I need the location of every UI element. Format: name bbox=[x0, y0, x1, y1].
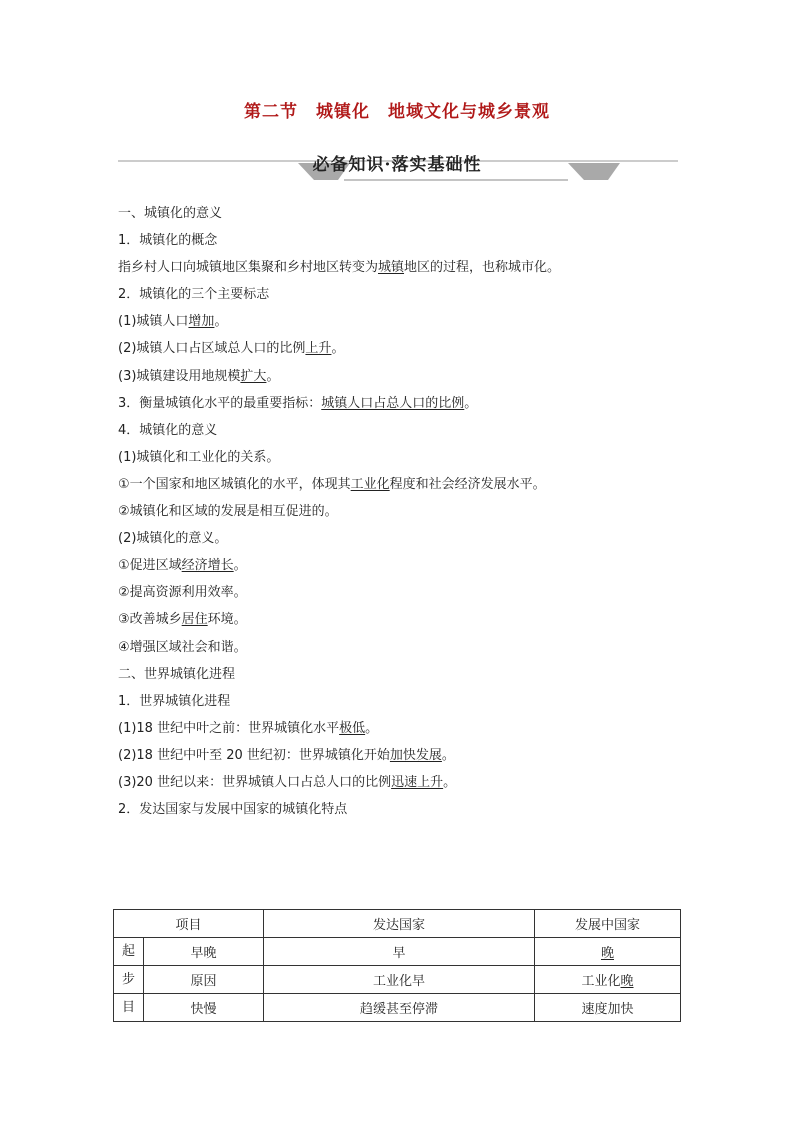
header-item: 项目 bbox=[114, 910, 264, 938]
text-segment: 。 bbox=[331, 341, 345, 357]
table-row bbox=[114, 994, 681, 1022]
underlined-answer: 城镇 bbox=[378, 260, 405, 276]
row-developed: 早 bbox=[264, 938, 535, 966]
text-segment: ②提高资源利用效率。 bbox=[118, 585, 247, 601]
group-label-cell: 步 bbox=[114, 966, 144, 994]
text-line bbox=[118, 308, 698, 335]
text-segment: (2)城镇化的意义。 bbox=[118, 531, 228, 547]
table-row bbox=[114, 938, 681, 966]
text-segment: 。 bbox=[464, 395, 478, 411]
text-segment: 。 bbox=[365, 720, 379, 736]
row-developing-prefix: 工业化 bbox=[581, 974, 621, 989]
text-segment: ①促进区域 bbox=[118, 558, 182, 574]
text-segment: 二、世界城镇化进程 bbox=[118, 666, 236, 682]
underlined-answer: 增加 bbox=[188, 314, 215, 330]
text-segment: ③改善城乡 bbox=[118, 612, 182, 628]
text-line bbox=[118, 552, 698, 579]
row-developed: 趋缓甚至停滞 bbox=[264, 994, 535, 1022]
text-line bbox=[118, 227, 698, 254]
text-segment: 4．城镇化的意义 bbox=[118, 422, 218, 438]
text-segment: (3)城镇建设用地规模 bbox=[118, 368, 241, 384]
text-segment: 1．城镇化的概念 bbox=[118, 233, 218, 249]
page-title: 第二节 城镇化 地域文化与城乡景观 bbox=[244, 102, 550, 122]
text-line bbox=[118, 281, 698, 308]
text-segment: ②城镇化和区域的发展是相互促进的。 bbox=[118, 504, 338, 520]
text-segment: 。 bbox=[443, 774, 457, 790]
text-line bbox=[118, 498, 698, 525]
text-segment: (2)18 世纪中叶至 20 世纪初：世界城镇化开始 bbox=[118, 747, 390, 763]
text-segment: 1．世界城镇化进程 bbox=[118, 693, 231, 709]
text-segment: 。 bbox=[441, 747, 455, 763]
text-segment: ①一个国家和地区城镇化的水平，体现其 bbox=[118, 476, 351, 492]
row-developing: 晚 bbox=[600, 946, 614, 961]
text-line bbox=[118, 525, 698, 552]
text-line bbox=[118, 444, 698, 471]
header-developing: 发展中国家 bbox=[535, 910, 681, 938]
row-developing: 速度加快 bbox=[535, 994, 681, 1022]
text-line bbox=[118, 254, 698, 281]
text-segment: 。 bbox=[233, 558, 247, 574]
comparison-table bbox=[113, 909, 681, 1022]
text-segment: 3．衡量城镇化水平的最重要指标： bbox=[118, 395, 322, 411]
group-label-cell: 起 bbox=[114, 938, 144, 966]
group-label-cell: 目 bbox=[114, 994, 144, 1022]
underlined-answer: 迅速上升 bbox=[391, 774, 444, 790]
text-segment: (1)城镇化和工业化的关系。 bbox=[118, 449, 280, 465]
text-segment: 指乡村人口向城镇地区集聚和乡村地区转变为 bbox=[118, 260, 379, 276]
text-segment: (1)18 世纪中叶之前：世界城镇化水平 bbox=[118, 720, 340, 736]
text-segment: 一、城镇化的意义 bbox=[118, 206, 223, 221]
text-segment: (3)20 世纪以来：世界城镇人口占总人口的比例 bbox=[118, 774, 392, 790]
text-segment: (1)城镇人口 bbox=[118, 314, 189, 330]
row-item: 早晚 bbox=[144, 938, 264, 966]
header-developed: 发达国家 bbox=[264, 910, 535, 938]
underlined-answer: 经济增长 bbox=[181, 558, 234, 574]
underlined-answer: 城镇人口占总人口的比例 bbox=[321, 395, 465, 411]
text-line bbox=[118, 634, 698, 661]
row-item: 原因 bbox=[144, 966, 264, 994]
text-segment: (2)城镇人口占区域总人口的比例 bbox=[118, 341, 306, 357]
text-line bbox=[118, 715, 698, 742]
text-line bbox=[118, 200, 698, 227]
row-developing: 晚 bbox=[620, 974, 634, 989]
underlined-answer: 扩大 bbox=[240, 368, 267, 384]
text-segment: 地区的过程，也称城市化。 bbox=[404, 260, 561, 276]
table-header-row bbox=[114, 910, 681, 938]
text-segment: 环境。 bbox=[207, 612, 247, 628]
body-text bbox=[118, 200, 698, 823]
text-line bbox=[118, 471, 698, 498]
text-line bbox=[118, 688, 698, 715]
text-line bbox=[118, 363, 698, 390]
text-line bbox=[118, 335, 698, 362]
underlined-answer: 居住 bbox=[181, 612, 208, 628]
text-line bbox=[118, 417, 698, 444]
underlined-answer: 工业化 bbox=[350, 476, 390, 492]
text-line bbox=[118, 606, 698, 633]
section-banner-label: 必备知识·落实基础性 bbox=[312, 155, 482, 175]
text-segment: 。 bbox=[266, 368, 280, 384]
text-line bbox=[118, 579, 698, 606]
text-segment: 2．城镇化的三个主要标志 bbox=[118, 287, 270, 303]
text-line bbox=[118, 742, 698, 769]
table-row bbox=[114, 966, 681, 994]
text-segment: ④增强区域社会和谐。 bbox=[118, 639, 247, 655]
text-segment: 。 bbox=[214, 314, 228, 330]
text-segment: 程度和社会经济发展水平。 bbox=[389, 476, 546, 492]
text-line bbox=[118, 390, 698, 417]
text-line bbox=[118, 769, 698, 796]
underlined-answer: 极低 bbox=[339, 720, 366, 736]
underlined-answer: 加快发展 bbox=[389, 747, 442, 763]
text-line bbox=[118, 796, 698, 823]
underlined-answer: 上升 bbox=[305, 341, 332, 357]
text-segment: 2．发达国家与发展中国家的城镇化特点 bbox=[118, 802, 348, 818]
row-item: 快慢 bbox=[144, 994, 264, 1022]
row-developed: 工业化早 bbox=[264, 966, 535, 994]
text-line bbox=[118, 661, 698, 688]
